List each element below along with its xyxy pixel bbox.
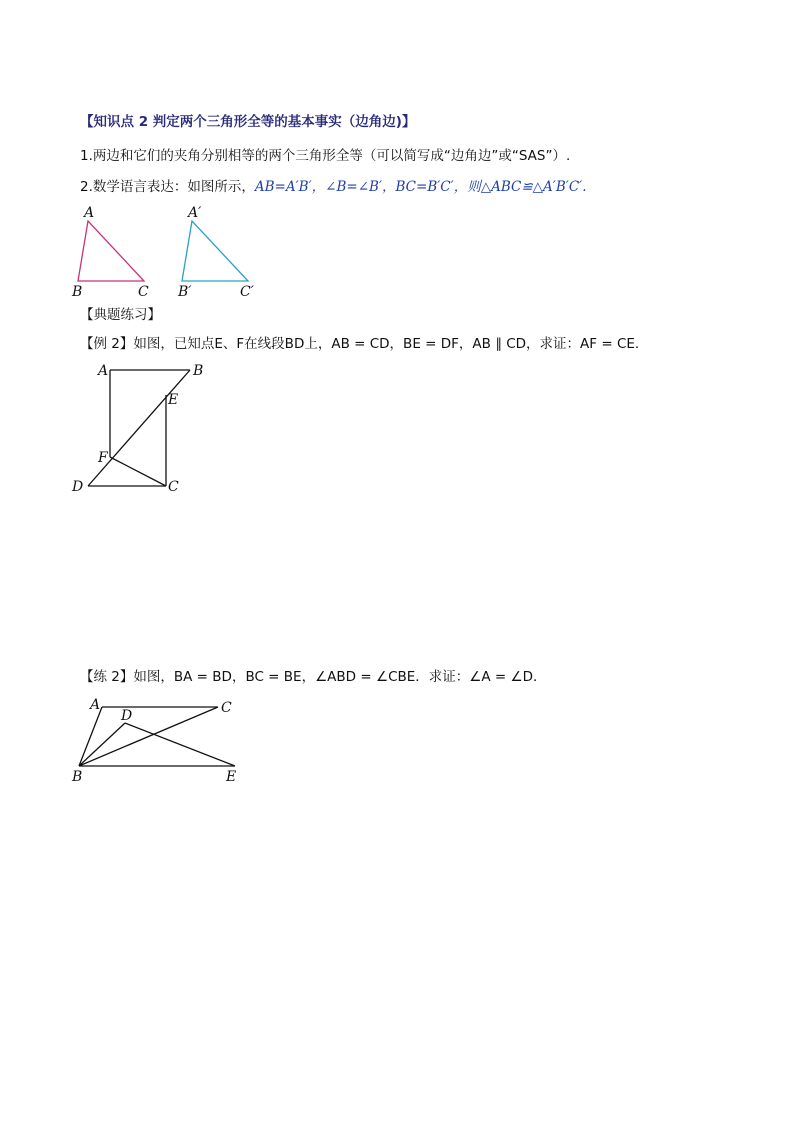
triangle-abc xyxy=(78,221,144,281)
point-2-math: AB=A′B′，∠B=∠B′，BC=B′C′，则△ABC≌△A′B′C′. xyxy=(254,179,587,195)
label-C: C xyxy=(138,284,149,300)
exercise-2 xyxy=(80,665,547,685)
section-heading: 【知识点 2 判定两个三角形全等的基本事实（边角边)】 xyxy=(80,114,416,130)
label-B: B xyxy=(72,284,83,300)
pr-label-E: E xyxy=(226,769,237,785)
example-2-figure xyxy=(70,360,210,500)
triangle-a-prime-figure xyxy=(170,200,280,300)
ex-label-B: B xyxy=(193,363,204,379)
pr-label-A: A xyxy=(90,697,101,713)
practice-title: 【典题练习】 xyxy=(80,307,161,323)
label-A-prime: A′ xyxy=(188,205,202,221)
label-B-prime: B′ xyxy=(178,284,192,300)
ex-label-E: E xyxy=(168,392,179,408)
triangle-a-prime-b-prime-c-prime xyxy=(182,221,248,281)
ex-label-C: C xyxy=(168,479,179,495)
pr-label-B: B xyxy=(72,769,83,785)
example-2-text: 如图，已知点E、F在线段BD上，AB = CD，BE = DF，AB ∥ CD，求证：AF = CE. xyxy=(133,336,640,352)
point-2-prefix: 2.数学语言表达：如图所示， xyxy=(80,179,255,195)
point-1-text: 1.两边和它们的夹角分别相等的两个三角形全等（可以简写成“边角边”或“SAS”）. xyxy=(80,148,571,164)
ex-label-F: F xyxy=(98,450,108,466)
triangle-abc-figure xyxy=(60,200,170,300)
exercise-2-tag: 【练 2】 xyxy=(80,669,134,685)
label-C-prime: C′ xyxy=(240,284,254,300)
exercise-2-figure xyxy=(70,693,250,788)
exercise-2-text: 如图，BA = BD，BC = BE，∠ABD = ∠CBE．求证：∠A = ∠D． xyxy=(133,669,547,685)
label-A: A xyxy=(84,205,95,221)
ex-label-A: A xyxy=(98,363,109,379)
pr-label-D: D xyxy=(121,708,133,724)
ex-label-D: D xyxy=(72,479,84,495)
pr-label-C: C xyxy=(221,700,232,716)
point-2 xyxy=(80,175,587,195)
example-2 xyxy=(80,332,639,352)
example-2-tag: 【例 2】 xyxy=(80,336,134,352)
